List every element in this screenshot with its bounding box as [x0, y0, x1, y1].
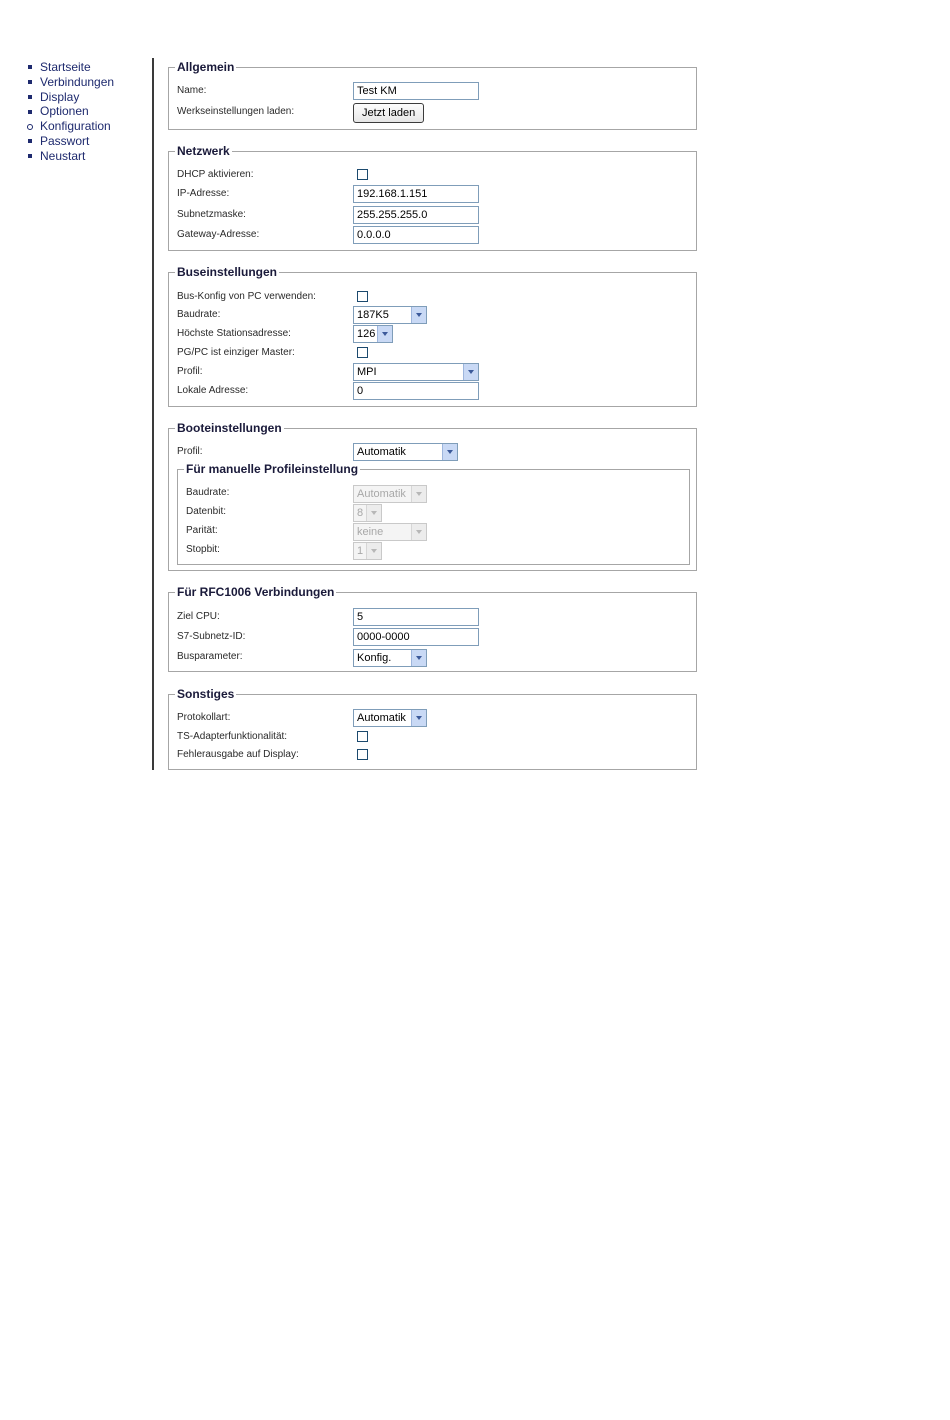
chevron-down-icon — [366, 543, 381, 559]
nav-item-label: Neustart — [40, 148, 86, 163]
station-address-value: 126 — [357, 328, 376, 340]
parity-label: Parität: — [186, 525, 218, 536]
fieldset-rfc1006 — [168, 585, 697, 672]
bullet-icon — [28, 95, 32, 99]
fieldset-legend: Allgemein — [177, 60, 235, 74]
manual-baudrate-value: Automatik — [357, 488, 406, 500]
fieldset-netzwerk — [168, 144, 697, 251]
parity-select[interactable] — [353, 523, 427, 541]
subnet-mask-label: Subnetzmaske: — [177, 209, 246, 220]
chevron-down-icon — [442, 444, 457, 460]
boot-profile-select[interactable] — [353, 443, 458, 461]
protocol-type-select[interactable] — [353, 709, 427, 727]
nav-item-konfiguration[interactable] — [26, 119, 114, 134]
manual-baudrate-label: Baudrate: — [186, 487, 230, 498]
bus-profile-value: MPI — [357, 366, 377, 378]
databits-value: 8 — [357, 507, 364, 519]
bullet-icon — [28, 65, 32, 69]
nav-item-label: Passwort — [40, 133, 90, 148]
boot-profile-label: Profil: — [177, 446, 203, 457]
baudrate-select[interactable] — [353, 306, 427, 324]
baudrate-value: 187K5 — [357, 309, 389, 321]
error-display-label: Fehlerausgabe auf Display: — [177, 749, 299, 760]
chevron-down-icon — [411, 486, 426, 502]
bullet-icon — [28, 110, 32, 114]
s7-subnet-id-label: S7-Subnetz-ID: — [177, 631, 246, 642]
protocol-type-value: Automatik — [357, 712, 406, 724]
side-navigation — [26, 60, 114, 164]
bus-parameter-value: Konfig. — [357, 652, 392, 664]
single-master-label: PG/PC ist einziger Master: — [177, 347, 295, 358]
bus-profile-select[interactable] — [353, 363, 479, 381]
station-address-select[interactable] — [353, 325, 393, 343]
nav-item-label: Optionen — [40, 104, 89, 119]
chevron-down-icon — [411, 524, 426, 540]
bullet-icon — [28, 154, 32, 158]
bus-parameter-label: Busparameter: — [177, 651, 243, 662]
gateway-field[interactable]: 0.0.0.0 — [353, 226, 479, 244]
ip-address-field[interactable]: 192.168.1.151 — [353, 185, 479, 203]
nav-item-startseite[interactable] — [26, 60, 114, 75]
parity-value: keine — [357, 526, 384, 538]
fieldset-sonstiges — [168, 687, 697, 770]
ts-adapter-checkbox[interactable] — [357, 731, 368, 742]
fieldset-legend: Booteinstellungen — [177, 421, 282, 435]
name-label: Name: — [177, 85, 207, 96]
subnet-mask-field[interactable]: 255.255.255.0 — [353, 206, 479, 224]
chevron-down-icon — [411, 650, 426, 666]
manual-baudrate-select[interactable] — [353, 485, 427, 503]
target-cpu-field[interactable]: 5 — [353, 608, 479, 626]
chevron-down-icon — [463, 364, 478, 380]
target-cpu-label: Ziel CPU: — [177, 611, 220, 622]
station-address-label: Höchste Stationsadresse: — [177, 328, 291, 339]
databits-label: Datenbit: — [186, 506, 227, 517]
fieldset-legend: Sonstiges — [177, 687, 235, 701]
dhcp-label: DHCP aktivieren: — [177, 169, 254, 180]
fieldset-legend: Für RFC1006 Verbindungen — [177, 585, 335, 599]
fieldset-legend: Buseinstellungen — [177, 265, 278, 279]
error-display-checkbox[interactable] — [357, 749, 368, 760]
fieldset-legend: Für manuelle Profileinstellung — [186, 462, 359, 476]
nav-item-neustart[interactable] — [26, 149, 114, 164]
nav-item-label: Startseite — [40, 60, 91, 74]
fieldset-booteinstellungen — [168, 421, 697, 571]
hollow-bullet-icon — [27, 124, 33, 130]
bus-parameter-select[interactable] — [353, 649, 427, 667]
bullet-icon — [28, 80, 32, 84]
factory-reset-label: Werkseinstellungen laden: — [177, 106, 295, 117]
boot-profile-value: Automatik — [357, 446, 406, 458]
nav-divider — [152, 58, 154, 770]
dhcp-checkbox[interactable] — [357, 169, 368, 180]
baudrate-label: Baudrate: — [177, 309, 221, 320]
bus-pc-config-label: Bus-Konfig von PC verwenden: — [177, 291, 316, 302]
ts-adapter-label: TS-Adapterfunktionalität: — [177, 731, 288, 742]
gateway-label: Gateway-Adresse: — [177, 229, 260, 240]
nav-item-passwort[interactable] — [26, 134, 114, 149]
chevron-down-icon — [411, 307, 426, 323]
chevron-down-icon — [411, 710, 426, 726]
bus-pc-config-checkbox[interactable] — [357, 291, 368, 302]
bus-profile-label: Profil: — [177, 366, 203, 377]
ip-address-label: IP-Adresse: — [177, 188, 230, 199]
databits-select[interactable] — [353, 504, 382, 522]
nav-item-display[interactable] — [26, 90, 114, 105]
fieldset-legend: Netzwerk — [177, 144, 230, 158]
nav-item-label: Konfiguration — [40, 119, 111, 134]
local-address-label: Lokale Adresse: — [177, 385, 249, 396]
nav-item-optionen[interactable] — [26, 104, 114, 119]
nav-item-label: Display — [40, 89, 80, 104]
stopbits-value: 1 — [357, 545, 364, 557]
fieldset-allgemein — [168, 60, 697, 130]
stopbits-select[interactable] — [353, 542, 382, 560]
fieldset-manual-profile — [177, 462, 690, 565]
stopbits-label: Stopbit: — [186, 544, 220, 555]
fieldset-buseinstellungen — [168, 265, 697, 407]
nav-item-label: Verbindungen — [40, 74, 115, 89]
single-master-checkbox[interactable] — [357, 347, 368, 358]
chevron-down-icon — [366, 505, 381, 521]
load-factory-settings-button[interactable]: Jetzt laden — [353, 103, 424, 123]
protocol-type-label: Protokollart: — [177, 712, 231, 723]
chevron-down-icon — [377, 326, 392, 342]
name-field[interactable]: Test KM — [353, 82, 479, 100]
bullet-icon — [28, 139, 32, 143]
s7-subnet-id-field[interactable]: 0000-0000 — [353, 628, 479, 646]
nav-item-verbindungen[interactable] — [26, 75, 114, 90]
local-address-field[interactable]: 0 — [353, 382, 479, 400]
